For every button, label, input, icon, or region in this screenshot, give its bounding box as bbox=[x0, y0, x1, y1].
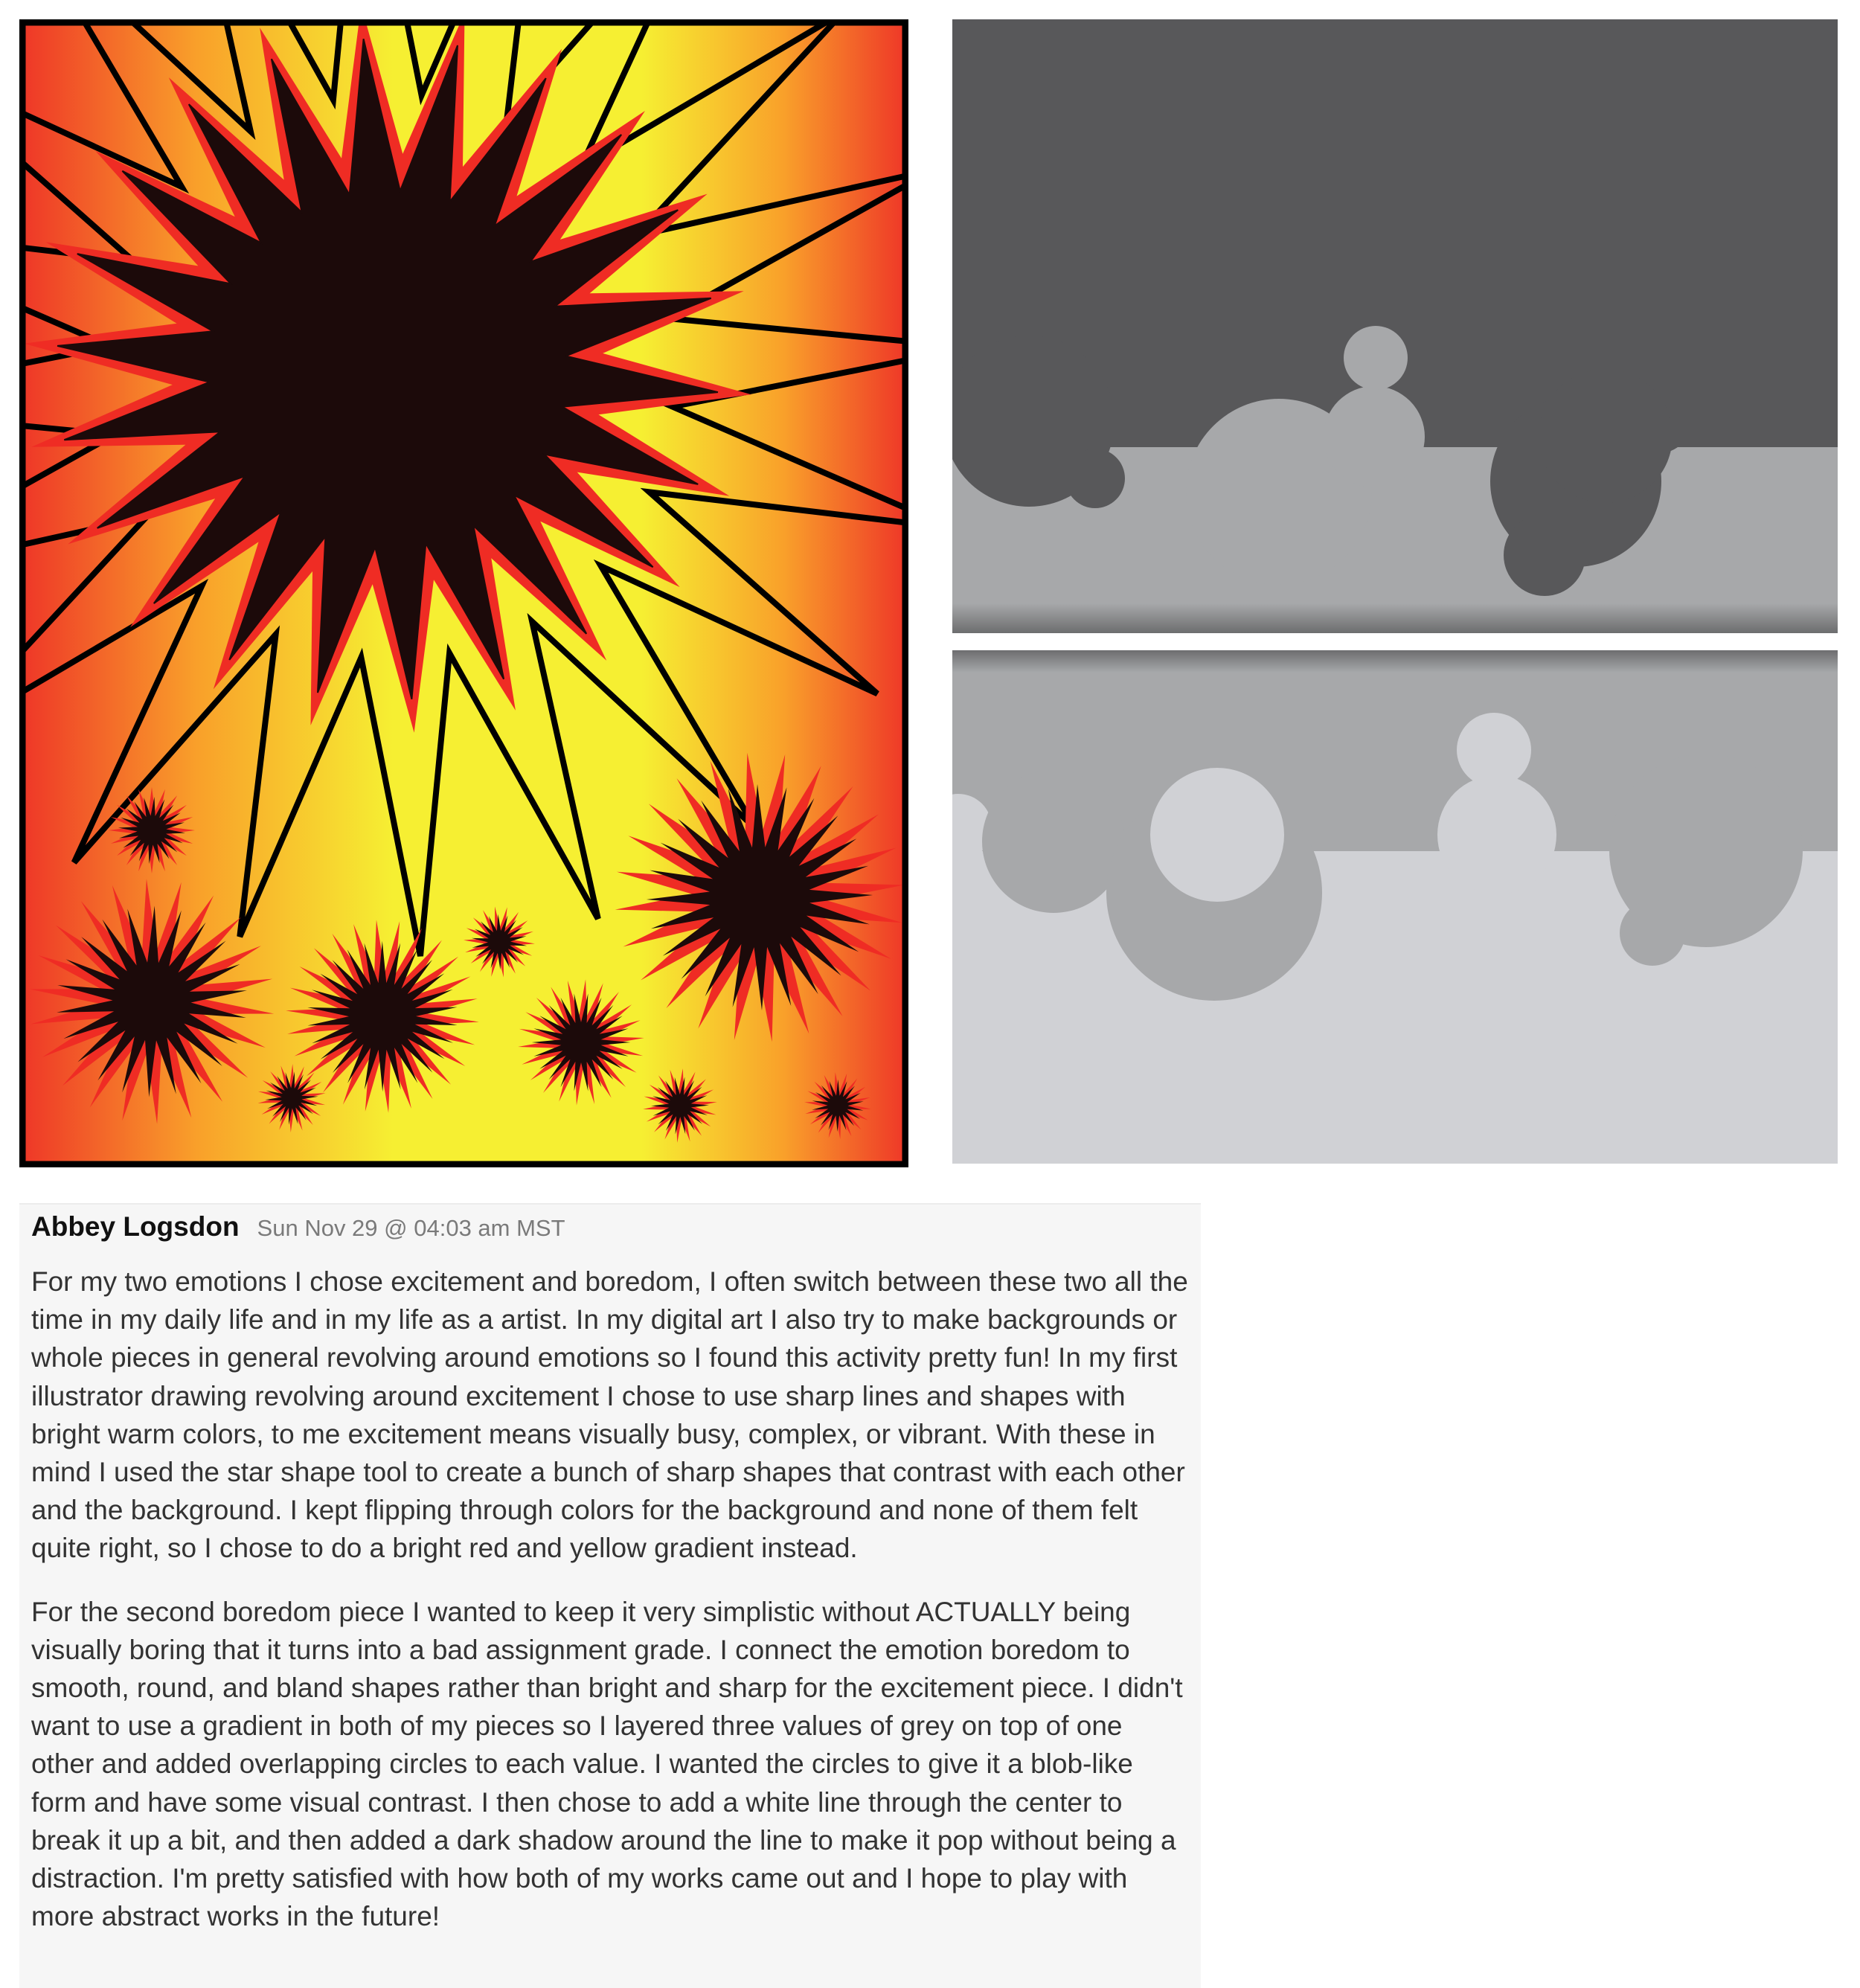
author-name[interactable]: Abbey Logsdon bbox=[31, 1211, 240, 1242]
post-body bbox=[31, 1263, 1189, 1935]
boredom-top-panel bbox=[952, 19, 1838, 633]
post-timestamp: Sun Nov 29 @ 04:03 am MST bbox=[257, 1215, 565, 1241]
excitement-artwork bbox=[19, 19, 908, 1167]
white-divider-line bbox=[952, 633, 1838, 650]
post-paragraph: For my two emotions I chose excitement and boredom, I often switch between these two all the time in my daily life and in my life as a artist. In my digital art I also try to make backgrounds or whole pieces in general revolving around emotions so I found this activity pretty fun! In my first illustrator drawing revolving around excitement I chose to use sharp lines and shapes with bright warm colors, to me excitement means visually busy, complex, or vibrant. With these in mind I used the star shape tool to create a bunch of sharp shapes that contrast with each other and the background. I kept flipping through colors for the background and none of them felt quite right, so I chose to do a bright red and yellow gradient instead. bbox=[31, 1266, 1188, 1564]
discussion-post bbox=[19, 1203, 1201, 1988]
post-paragraph: For the second boredom piece I wanted to keep it very simplistic without ACTUALLY being visually boring that it turns into a bad assignment grade. I connect the emotion boredom to smooth, round, and bland shapes rather than bright and sharp for the excitement piece. I didn't want to use a gradient in both of my pieces so I layered three values of grey on top of one other and added overlapping circles to each value. I wanted the circles to give it a blob-like form and have some visual contrast. I then chose to add a white line through the center to break it up a bit, and then added a dark shadow around the line to make it pop without being a distraction. I'm pretty satisfied with how both of my works came out and I hope to play with more abstract works in the future! bbox=[31, 1596, 1183, 1932]
post-header bbox=[31, 1211, 1189, 1256]
boredom-bottom-panel bbox=[952, 650, 1838, 1164]
boredom-artwork bbox=[952, 19, 1838, 1164]
